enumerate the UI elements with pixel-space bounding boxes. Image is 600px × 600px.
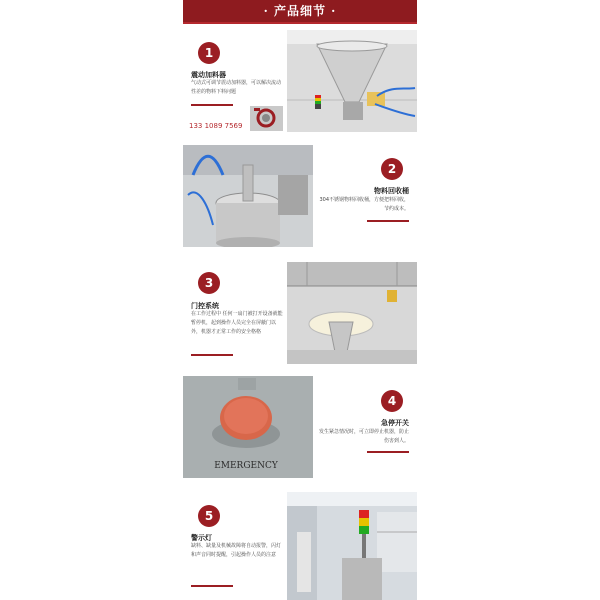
step-number-1: 1 bbox=[198, 42, 220, 64]
step-number-4: 4 bbox=[381, 390, 403, 412]
step-number-3: 3 bbox=[198, 272, 220, 294]
title-vibration-feeder: 震动加料器 bbox=[191, 71, 226, 79]
vibration-feeder-photo bbox=[287, 30, 417, 132]
desc-recovery-bin: 304不锈钢物料回收桶，方便把料回收，节约成本。 bbox=[319, 197, 409, 212]
warning-light-photo bbox=[287, 492, 417, 600]
step-number-5: 5 bbox=[198, 505, 220, 527]
phone-number: 133 1089 7569 bbox=[189, 122, 243, 130]
section-header: · 产品细节 · bbox=[183, 0, 417, 22]
desc-vibration-feeder: 气动式可调节震动加料器，可以解决流动性差的物料下料问题 bbox=[191, 80, 282, 95]
desc-warning-light: 缺料、缺量及机械故障将自动报警，闪灯和声音同时提醒，引起操作人员的注意 bbox=[191, 543, 282, 558]
feeder-inset-photo bbox=[250, 106, 283, 131]
accent-rule-3 bbox=[191, 354, 233, 356]
title-recovery-bin: 物料回收桶 bbox=[374, 187, 409, 195]
accent-rule-4 bbox=[367, 451, 409, 453]
accent-rule-2 bbox=[367, 220, 409, 222]
recovery-bin-photo bbox=[183, 145, 313, 247]
desc-door-control: 在工作过程中 任何一扇门被打开设备就能暂停机，起到操作人员完全在屏蔽门以外，机器才正常工作的安全格格 bbox=[191, 311, 283, 335]
emergency-label: EMERGENCY bbox=[214, 461, 278, 471]
accent-rule-5 bbox=[191, 585, 233, 587]
desc-emergency-stop: 发生紧急情况时，可立即停止机器，防止伤害到人。 bbox=[319, 429, 410, 444]
header-divider bbox=[183, 22, 417, 24]
door-control-photo bbox=[287, 262, 417, 364]
accent-rule-1 bbox=[191, 104, 233, 106]
title-warning-light: 警示灯 bbox=[191, 534, 212, 542]
step-number-2: 2 bbox=[381, 158, 403, 180]
title-door-control: 门控系统 bbox=[191, 302, 219, 310]
product-detail-page bbox=[183, 0, 417, 600]
emergency-stop-photo bbox=[183, 376, 313, 478]
title-emergency-stop: 急停开关 bbox=[381, 419, 409, 427]
